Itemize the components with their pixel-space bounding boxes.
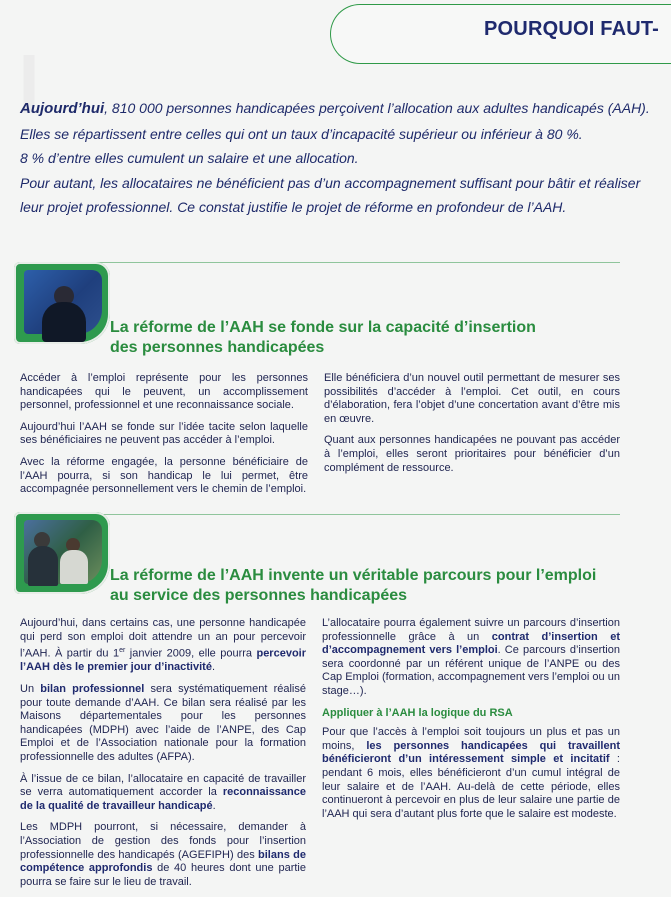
page-title: POURQUOI FAUT- <box>484 18 660 40</box>
section1-right-paragraph: Quant aux personnes handicapées ne pouvant pas accéder à l’emploi, elles seront prioritaires pour bénéficier d’un complément de ressource. <box>324 434 620 474</box>
section1-title <box>110 318 536 358</box>
section2-divider <box>20 514 620 547</box>
highlight-text: bilan professionnel <box>40 683 145 696</box>
section2-left-paragraph-2 <box>20 683 306 765</box>
text-run: À l’issue de ce bilan, l’allocataire en capacité de travailler se verra automatiquement accorder la <box>20 772 306 799</box>
section1-left-paragraph: Accéder à l’emploi représente pour les personnes handicapées qui le peuvent, un accomplissement personnel, professionnel et une reconnaissance sociale. <box>20 372 308 412</box>
text-run: Aujourd’hui, dans certains cas, une personne handicapée qui perd son emploi doit attendre un an pour percevoir l’AAH. À partir du 1 <box>20 617 306 660</box>
section1-photo <box>14 262 110 344</box>
intro-text <box>20 96 660 220</box>
section2-title-line-2: au service des personnes handicapées <box>110 587 408 604</box>
intro-line-2: Elles se répartissent entre celles qui ont un taux d’incapacité supérieur ou inférieur à 80 %. <box>20 125 583 142</box>
person-body <box>28 546 58 586</box>
highlight-text: contrat d’insertion et d’accompagnement vers l’emploi <box>322 630 620 657</box>
intro-line-5: leur projet professionnel. Ce constat justifie le projet de réforme en profondeur de l’AAH. <box>20 199 567 215</box>
text-run: Pour que l’accès à l’emploi soit toujours un plus et pas un moins, <box>322 726 620 752</box>
intro-lead: Aujourd’hui <box>20 100 105 117</box>
text-run: . <box>212 799 216 812</box>
section2-left-paragraph-4 <box>20 821 306 889</box>
section2-title-line-1: La réforme de l’AAH invente un véritable parcours pour l’emploi <box>110 567 597 584</box>
highlight-text: percevoir l’AAH dès le premier jour d’inactivité <box>20 647 306 674</box>
text-run: Un <box>20 683 41 696</box>
intro-line-3: 8 % d’entre elles cumulent un salaire et une allocation. <box>20 150 359 166</box>
section2-left-paragraph-1 <box>20 617 306 675</box>
bleed-through-letter: l <box>18 41 41 130</box>
section1-title-line-2: des personnes handicapées <box>110 339 325 356</box>
text-run: . <box>211 661 216 674</box>
text-run: sera systématiquement réalisé pour toute demande d’AAH. Ce bilan sera réalisé par les Maisons départementales pour les personnes handicapées (MDPH) avec l’aide de l’ANPE, des Cap Emploi et de l’Association nationale pour la formation professionnelle des adultes (AFPA). <box>20 683 306 763</box>
text-run: Les MDPH pourront, si nécessaire, demander à l’Association de gestion des fonds pour l’insertion professionnelle des handicapés (AGEFIPH) des <box>20 821 306 861</box>
section1-right-paragraph: Elle bénéficiera d’un nouvel outil permettant de mesurer ses possibilités d’accéder à l’emploi. Cet outil, en cours d’élaboration, fera l’objet d’une concertation avant d’être mis en œuvre. <box>324 372 620 425</box>
section1-title-line-1: La réforme de l’AAH se fonde sur la capacité d’insertion <box>110 319 536 336</box>
section2-subheading: Appliquer à l’AAH la logique du RSA <box>322 706 513 719</box>
highlight-text: reconnaissance de la qualité de travailleur handicapé <box>20 786 306 812</box>
highlight-text: bilans de compétence approfondis <box>20 848 306 875</box>
text-run: L’allocataire pourra également suivre un parcours d’insertion professionnelle grâce à un <box>322 617 620 643</box>
text-run: janvier 2009, elle pourra <box>125 647 257 660</box>
section2-left-paragraph-3 <box>20 773 306 814</box>
superscript: er <box>119 647 126 655</box>
intro-line-4: Pour autant, les allocataires ne bénéficient pas d’un accompagnement suffisant pour bâtir et réaliser <box>20 174 641 191</box>
section2-photo-image <box>24 520 102 584</box>
person-body <box>42 302 86 342</box>
section1-left-paragraph: Aujourd’hui l’AAH se fonde sur l’idée tacite selon laquelle ses bénéficiaires ne peuvent pas accéder à l’emploi. <box>20 420 308 447</box>
section1-divider <box>20 262 620 295</box>
intro-line-1-rest: , 810 000 personnes handicapées perçoivent l’allocation aux adultes handicapés (AAH). <box>104 100 650 116</box>
text-run: . Ce parcours d’insertion sera coordonné par un référent unique de l’ANPE ou des Cap Emploi (formation, accompagnement vers l’emploi ou un stage…). <box>322 644 620 697</box>
section2-right-column <box>322 617 620 829</box>
section2-right-paragraph-2 <box>322 726 620 821</box>
intro-line-1 <box>20 96 660 122</box>
section2-right-paragraph-1 <box>322 617 620 699</box>
section1-left-column <box>20 372 308 505</box>
text-run: : pendant 6 mois, elles bénéficieront d’un cumul intégral de leur salaire et de l’AAH. Au-delà de cette période, elles continueront à percevoir en plus de leur salaire une partie de l’AAH qui sera d’autant plus forte que le salaire est modeste. <box>322 753 620 820</box>
section2-left-column <box>20 617 306 897</box>
highlight-text: les personnes handicapées qui travaillent bénéficieront d’un intéressement simple et incitatif <box>322 739 620 766</box>
section2-title <box>110 566 596 606</box>
text-run: de 40 heures dont une partie pourra se faire sur le lieu de travail. <box>20 862 306 888</box>
section2-photo <box>14 512 110 594</box>
section1-photo-image <box>24 270 102 334</box>
section1-left-paragraph: Avec la réforme engagée, la personne bénéficiaire de l’AAH pourra, si son handicap le lui permet, être accompagnée personnellement vers le chemin de l’emploi. <box>20 455 308 496</box>
person-body <box>60 550 88 584</box>
section1-right-column <box>324 372 620 483</box>
